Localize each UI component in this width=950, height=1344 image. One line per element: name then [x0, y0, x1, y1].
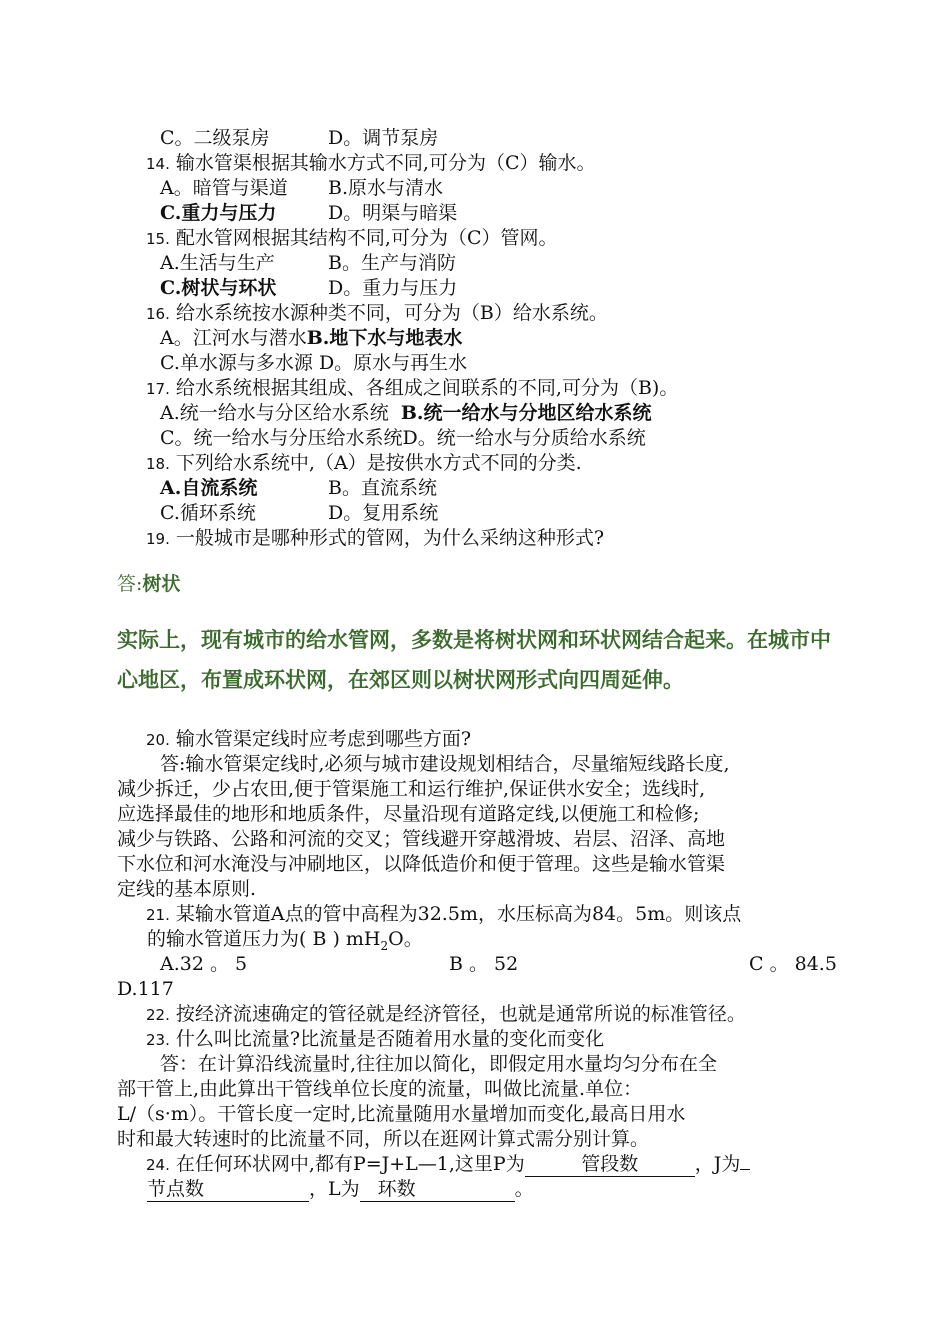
q14-number: 14.: [146, 155, 170, 173]
q21-text-line1: 某输水管道A点的管中高程为32.5m，水压标高为84。5m。则该点: [175, 903, 742, 925]
q15-option-b: B。生产与消防: [328, 252, 456, 274]
q21-line2-post: O。: [388, 928, 423, 950]
q18-option-a: A.自流系统: [160, 477, 258, 499]
q14-text: 输水管渠根据其输水方式不同,可分为（C）输水。: [175, 152, 596, 174]
q22-text: 按经济流速确定的管径就是经济管径，也就是通常所说的标准管径。: [175, 1003, 746, 1025]
q20-answer-line: 减少与铁路、公路和河流的交叉；管线避开穿越滑坡、岩层、沼泽、高地: [117, 828, 726, 850]
q15-option-a: A.生活与生产: [160, 252, 275, 274]
q14-option-a: A。暗管与渠道: [160, 177, 288, 199]
q18-option-b: B。直流系统: [328, 477, 437, 499]
q18-text: 下列给水系统中,（A）是按供水方式不同的分类.: [175, 452, 582, 474]
q23-answer-line: 答：在计算沿线流量时,往往加以简化，即假定用水量均匀分布在全: [160, 1053, 718, 1075]
q23-number: 23.: [146, 1031, 170, 1049]
q20-question: [146, 727, 471, 752]
q19-question: [146, 526, 604, 551]
q23-answer-line: 部干管上,由此算出干管线单位长度的流量，叫做比流量.单位：: [117, 1078, 643, 1100]
q21-option-c: C 。 84.5: [749, 953, 837, 975]
q16-option-b: B.地下水与地表水: [306, 327, 463, 349]
q13-option-c: C。二级泵房: [160, 127, 270, 149]
q13-option-d: D。调节泵房: [328, 127, 439, 149]
q24-blank-tail: [740, 1169, 750, 1170]
q19-answer-label: 答:: [117, 573, 143, 595]
q16-option-row-ab: [160, 326, 462, 350]
q17-option-c: C。统一给水与分压给水系统: [160, 427, 403, 449]
q20-answer-line: 答:输水管渠定线时,必须与城市建设规划相结合，尽量缩短线路长度,: [160, 753, 730, 775]
q24-blank-p: 管段数: [525, 1152, 695, 1177]
q24-question: [146, 1152, 750, 1177]
q14-question: [146, 151, 596, 176]
q24-blank-l: 环数: [360, 1177, 515, 1202]
q17-option-d: D。统一给水与分质给水系统: [402, 427, 646, 449]
q19-answer-paragraph: 实际上，现有城市的给水管网，多数是将树状网和环状网结合起来。在城市中心地区，布置成环状网，在郊区则以树状网形式向四周延伸。: [117, 627, 831, 692]
q16-option-d: D。原水与再生水: [318, 352, 468, 374]
q21-question: [146, 902, 741, 927]
q18-option-c: C.循环系统: [160, 502, 256, 524]
q19-number: 19.: [146, 530, 170, 548]
q16-number: 16.: [146, 305, 170, 323]
q24-blank-j: 节点数: [147, 1177, 309, 1202]
q22-number: 22.: [146, 1006, 170, 1024]
q17-text: 给水系统根据其组成、各组成之间联系的不同,可分为（B)。: [175, 377, 679, 399]
q24-mid1: ，J为: [694, 1153, 741, 1175]
q17-question: [146, 376, 678, 401]
q23-question: [146, 1027, 604, 1052]
q24-number: 24.: [146, 1156, 170, 1174]
q22-question: [146, 1002, 746, 1027]
q20-text: 输水管渠定线时应考虑到哪些方面?: [175, 728, 472, 750]
q20-answer-line: 下水位和河水淹没与冲刷地区，以降低造价和便于管理。这些是输水管渠: [117, 853, 726, 875]
q19-answer-value: 树状: [142, 573, 181, 595]
q16-option-a: A。江河水与潜水: [160, 327, 307, 349]
q21-number: 21.: [146, 906, 170, 924]
q24-end: 。: [514, 1178, 534, 1200]
q21-subscript: 2: [380, 938, 389, 953]
q14-option-d: D。明渠与暗渠: [328, 202, 458, 224]
q15-text: 配水管网根据其结构不同,可分为（C）管网。: [175, 227, 558, 249]
q15-option-d: D。重力与压力: [328, 277, 458, 299]
q21-line2-pre: 的输水管道压力为( B ) mH: [147, 928, 381, 950]
q15-number: 15.: [146, 230, 170, 248]
q14-option-b: B.原水与清水: [328, 177, 444, 199]
q16-option-row-cd: [160, 351, 467, 375]
q23-answer-line: 时和最大转速时的比流量不同，所以在逛网计算式需分别计算。: [117, 1128, 650, 1150]
q24-text: 在任何环状网中,都有P=J+L—1,这里P为: [175, 1153, 525, 1175]
q17-option-row-cd: [160, 426, 646, 450]
q20-answer-line: 定线的基本原则.: [117, 878, 257, 900]
q17-option-b: B.统一给水与分地区给水系统: [400, 402, 652, 424]
q18-question: [146, 451, 582, 476]
q17-option-row-ab: [160, 401, 652, 425]
q17-number: 17.: [146, 380, 170, 398]
q21-option-a: A.32 。 5: [160, 953, 248, 975]
q20-answer-line: 减少拆迁，少占农田,便于管渠施工和运行维护,保证供水安全；选线时,: [117, 778, 706, 800]
q16-text: 给水系统按水源种类不同，可分为（B）给水系统。: [175, 302, 608, 324]
q20-number: 20.: [146, 731, 170, 749]
q24-question-line2: [147, 1177, 534, 1202]
q23-answer-line: L/（s·m）。干管长度一定时,比流量随用水量增加而变化,最高日用水: [117, 1103, 686, 1125]
q24-mid2: ，L为: [309, 1178, 360, 1200]
q21-option-d: D.117: [117, 978, 174, 1000]
q21-option-b: B 。 52: [449, 953, 519, 975]
q15-question: [146, 226, 558, 251]
q16-question: [146, 301, 608, 326]
q17-option-a: A.统一给水与分区给水系统: [160, 402, 389, 424]
q23-text: 什么叫比流量?比流量是否随着用水量的变化而变化: [175, 1028, 605, 1050]
q18-number: 18.: [146, 455, 170, 473]
q19-answer-short: [117, 572, 180, 596]
q20-answer-line: 应选择最佳的地形和地质条件，尽量沿现有道路定线,以便施工和检修;: [117, 803, 700, 825]
q19-text: 一般城市是哪种形式的管网，为什么采纳这种形式?: [175, 527, 605, 549]
q18-option-d: D。复用系统: [328, 502, 439, 524]
q16-option-c: C.单水源与多水源: [160, 352, 313, 374]
q14-option-c: C.重力与压力: [160, 202, 277, 224]
q15-option-c: C.树状与环状: [160, 277, 277, 299]
